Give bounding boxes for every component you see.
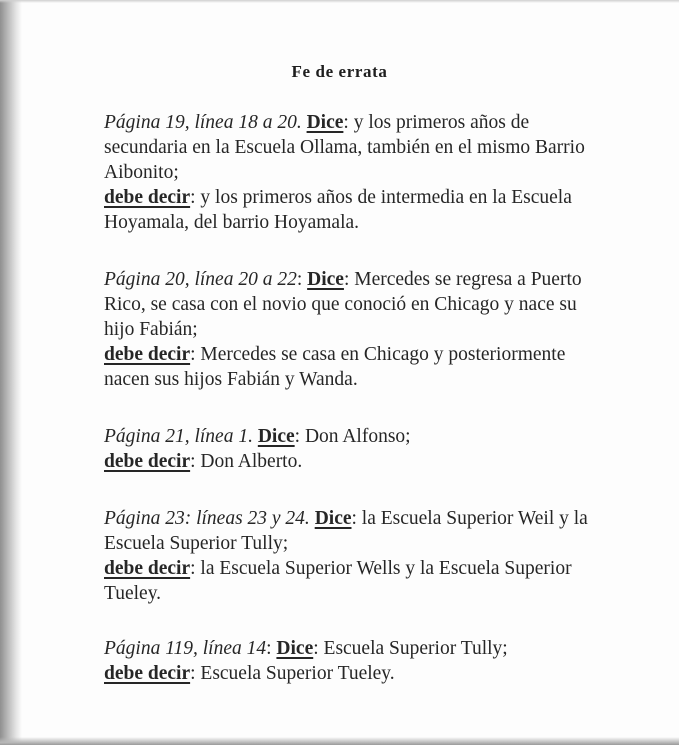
dice-label: Dice <box>257 426 295 447</box>
debe-decir-label: debe decir <box>104 187 191 208</box>
dice-label: Dice <box>314 508 352 529</box>
debe-decir-label: debe decir <box>104 451 191 472</box>
errata-correction-text: Mercedes se casa en Chicago y posteriormente nacen sus hijos Fabián y Wanda. <box>104 344 566 390</box>
errata-original-line: Página 20, línea 20 a 22: Dice: Mercedes se regresa a Puerto Rico, se casa con el novio que conoció en Chicago y nace su hijo Fabián; <box>104 269 582 340</box>
debe-decir-label: debe decir <box>104 558 191 579</box>
errata-entry <box>104 424 604 474</box>
errata-correction-text: y los primeros años de intermedia en la Escuela Hoyamala, del barrio Hoyamala. <box>104 187 572 233</box>
errata-original-line: Página 19, línea 18 a 20. Dice: y los primeros años de secundaria en la Escuela Ollama, también en el mismo Barrio Aibonito; <box>104 112 585 183</box>
errata-correction-line: debe decir: Escuela Superior Tueley. <box>104 663 395 684</box>
debe-decir-label: debe decir <box>104 663 191 684</box>
errata-original-text: Don Alfonso; <box>304 426 411 447</box>
errata-correction-text: Don Alberto. <box>200 451 303 472</box>
errata-original-line: Página 21, línea 1. Dice: Don Alfonso; <box>104 426 411 447</box>
errata-original-text: la Escuela Superior Weil y la Escuela Superior Tully; <box>104 508 588 554</box>
errata-reference: Página 23: líneas 23 y 24. <box>104 508 310 529</box>
errata-original-text: Escuela Superior Tully; <box>323 638 508 659</box>
errata-entry <box>104 506 604 606</box>
errata-entry <box>104 267 604 392</box>
dice-label: Dice <box>307 269 344 290</box>
errata-correction-line: debe decir: Mercedes se casa en Chicago y posteriormente nacen sus hijos Fabián y Wanda. <box>104 344 566 390</box>
debe-decir-label: debe decir <box>104 344 191 365</box>
errata-reference: Página 119, línea 14 <box>104 638 267 659</box>
page-bottom-shadow <box>0 737 679 745</box>
errata-correction-line: debe decir: la Escuela Superior Wells y la Escuela Superior Tueley. <box>104 558 572 604</box>
errata-entry <box>104 636 604 686</box>
errata-original-text: y los primeros años de secundaria en la Escuela Ollama, también en el mismo Barrio Aibonito; <box>104 112 585 183</box>
dice-label: Dice <box>276 638 314 659</box>
page-left-shadow <box>0 0 22 745</box>
errata-original-line: Página 119, línea 14: Dice: Escuela Superior Tully; <box>104 638 508 659</box>
dice-label: Dice <box>306 112 344 133</box>
errata-original-text: Mercedes se regresa a Puerto Rico, se casa con el novio que conoció en Chicago y nace su hijo Fabián; <box>104 269 582 340</box>
errata-correction-line: debe decir: y los primeros años de intermedia en la Escuela Hoyamala, del barrio Hoyamala. <box>104 187 572 233</box>
errata-correction-text: Escuela Superior Tueley. <box>200 663 395 684</box>
errata-entry <box>104 110 604 235</box>
errata-correction-line: debe decir: Don Alberto. <box>104 451 303 472</box>
errata-original-line: Página 23: líneas 23 y 24. Dice: la Escuela Superior Weil y la Escuela Superior Tully; <box>104 508 588 554</box>
errata-reference: Página 20, línea 20 a 22 <box>104 269 297 290</box>
page-title: Fe de errata <box>291 62 388 81</box>
errata-reference: Página 21, línea 1. <box>104 426 253 447</box>
errata-reference: Página 19, línea 18 a 20. <box>104 112 302 133</box>
errata-correction-text: la Escuela Superior Wells y la Escuela Superior Tueley. <box>104 558 572 604</box>
page-top-shadow <box>0 0 679 3</box>
